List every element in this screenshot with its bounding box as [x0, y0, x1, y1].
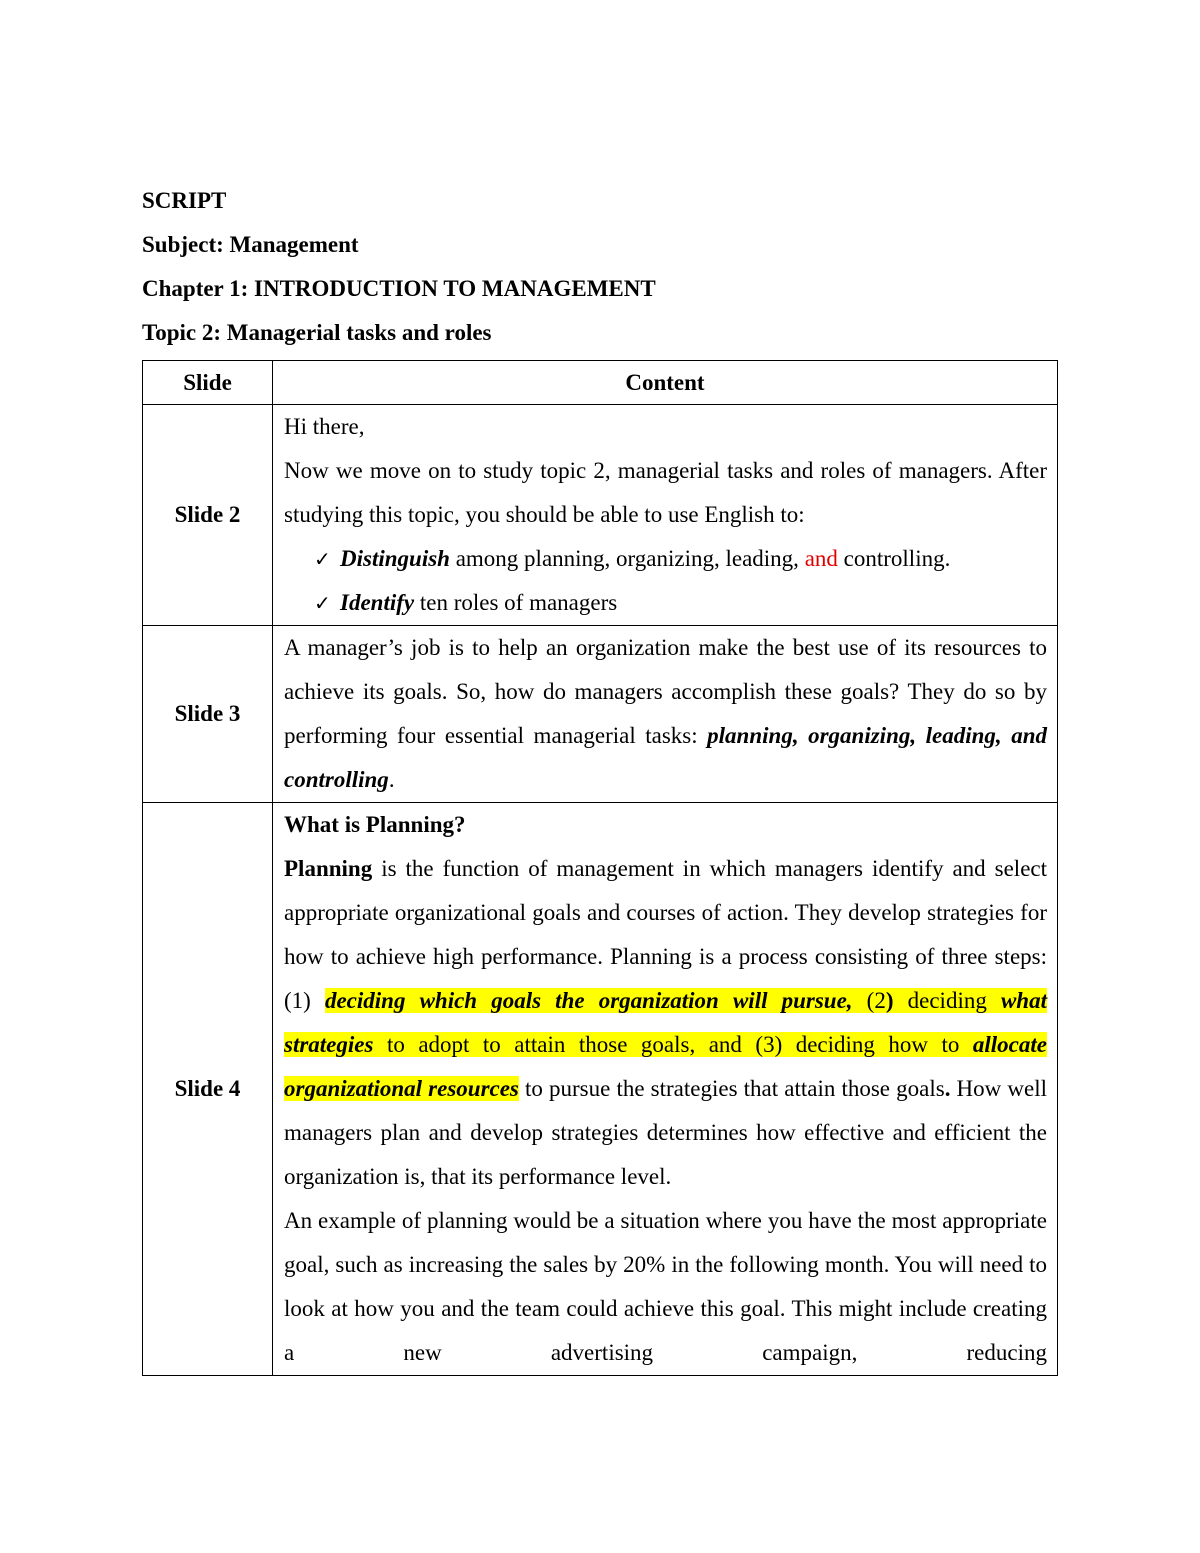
highlight: deciding which goals the organization will pursue, — [324, 988, 853, 1013]
content-cell — [273, 803, 1058, 1376]
document-title: SCRIPT — [142, 188, 227, 213]
checkmark-icon: ✓ — [314, 547, 331, 571]
highlight: ) — [885, 988, 894, 1013]
subject-line: Subject: Management — [142, 232, 359, 257]
planning-definition: Planning is the function of management in which managers identify and select appropriate organizational goals and courses of action. They develop strategies for how to achieve high performance. Planning is a process consisting of three steps: (1) deciding which goals the organization will pursue, (2) deciding what strategies to adopt to attain those goals, and (3) deciding how to allocate organizational resources to pursue the strategies that attain those goals. How well managers plan and develop strategies determines how effective and efficient the organization is, that its performance level. — [284, 856, 1047, 1189]
content-cell — [273, 626, 1058, 803]
highlight: to adopt to attain those goals, and (3) deciding how to — [373, 1032, 973, 1057]
table-row — [143, 405, 1058, 626]
table-row — [143, 626, 1058, 803]
objective-item: ✓ Identify ten roles of managers — [284, 581, 1047, 625]
highlight: allocate organizational resources — [284, 1032, 1047, 1101]
table-header-row — [143, 361, 1058, 405]
header-slide: Slide — [143, 361, 273, 405]
slide3-text: A manager’s job is to help an organization make the best use of its resources to achieve its goals. So, how do managers accomplish these goals? They do so by performing four essential managerial tasks: planning, organizing, leading, and controlling. — [284, 635, 1047, 792]
slide-label: Slide 2 — [143, 405, 273, 626]
script-table — [142, 360, 1058, 1376]
header-content: Content — [273, 361, 1058, 405]
highlight: deciding — [893, 988, 1001, 1013]
objective-item: ✓ Distinguish among planning, organizing, leading, and controlling. — [284, 537, 1047, 581]
highlight: what strategies — [284, 988, 1047, 1057]
highlight: (2 — [852, 988, 886, 1013]
chapter-line: Chapter 1: INTRODUCTION TO MANAGEMENT — [142, 276, 656, 301]
slide-label: Slide 4 — [143, 803, 273, 1376]
slide-label: Slide 3 — [143, 626, 273, 803]
content-cell — [273, 405, 1058, 626]
checkmark-icon: ✓ — [314, 591, 331, 615]
topic-line: Topic 2: Managerial tasks and roles — [142, 320, 492, 345]
planning-example: An example of planning would be a situation where you have the most appropriate goal, such as increasing the sales by 20% in the following month. You will need to look at how you and the team could achieve this goal. This might include creating a new advertising campaign, reducing — [284, 1208, 1047, 1365]
table-row — [143, 803, 1058, 1376]
planning-heading: What is Planning? — [284, 812, 466, 837]
greeting-text: Hi there, — [284, 414, 365, 439]
intro-text: Now we move on to study topic 2, managerial tasks and roles of managers. After studying this topic, you should be able to use English to: — [284, 458, 1047, 527]
